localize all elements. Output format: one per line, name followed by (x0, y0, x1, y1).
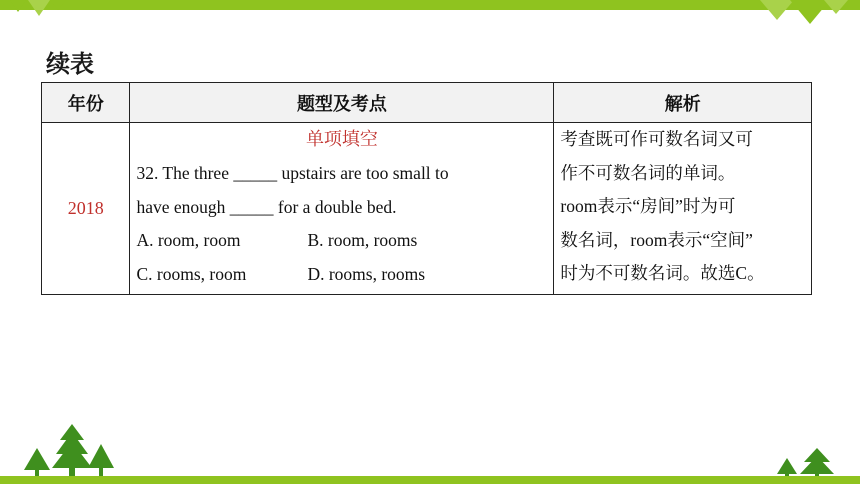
header-year: 年份 (42, 83, 130, 123)
options-row (136, 224, 547, 258)
question-text-line: 32. The three _____ upstairs are too small to (136, 163, 449, 183)
header-analysis: 解析 (554, 83, 812, 123)
analysis-line: 作不可数名词的单词。 (560, 162, 736, 183)
tree-icon (86, 444, 116, 478)
top-right-decoration (760, 0, 850, 26)
option-b: B. room, rooms (307, 230, 418, 250)
analysis-line: room表示“房间”时为可 (560, 196, 736, 216)
analysis-cell (554, 123, 812, 295)
header-question-type: 题型及考点 (130, 83, 554, 123)
option-c: C. rooms, room (136, 263, 247, 284)
bottom-accent-bar (0, 476, 860, 484)
option-d: D. rooms, rooms (307, 263, 426, 284)
table-header-row (42, 83, 812, 123)
tree-icon (22, 448, 52, 478)
option-a: A. room, room (136, 230, 241, 250)
top-accent-bar (0, 0, 860, 10)
analysis-line: 时为不可数名词。故选C。 (560, 263, 765, 283)
exam-table (41, 82, 812, 295)
table-row (42, 123, 812, 295)
page-title: 续表 (46, 50, 94, 78)
analysis-line: 数名词，room表示“空间” (560, 229, 753, 250)
analysis-line: 考查既可作可数名词又可 (560, 129, 753, 149)
options-row (136, 258, 547, 292)
question-cell (130, 123, 554, 295)
top-left-decoration (10, 0, 70, 18)
question-text-line: have enough _____ for a double bed. (136, 196, 397, 217)
question-type-label: 单项填空 (305, 129, 378, 150)
year-cell: 2018 (42, 123, 130, 295)
